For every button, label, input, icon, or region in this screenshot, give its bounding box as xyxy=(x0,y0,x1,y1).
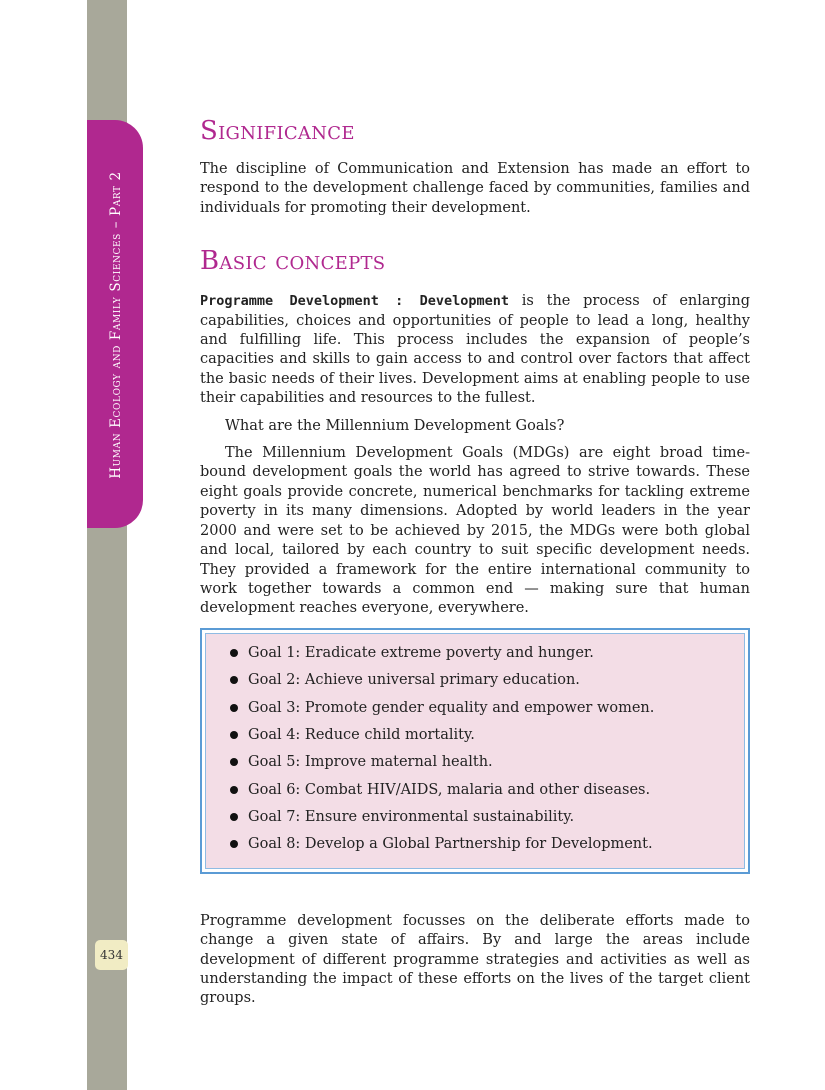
significance-paragraph: The discipline of Communication and Extension has made an effort to respond to the development challenge faced by communities, families and individuals for promoting their development. xyxy=(200,161,750,216)
definition-paragraph xyxy=(200,292,750,408)
bullet-icon xyxy=(230,840,238,848)
page-content xyxy=(200,110,750,1009)
mdg-paragraph: The Millennium Development Goals (MDGs) are eight broad time-bound development goals the world has agreed to strive towards. These eight goals provide concrete, numerical benchmarks for tackling extreme poverty in its many dimensions. Adopted by world leaders in the year 2000 and were set to be achieved by 2015, the MDGs were both global and local, tailored by each country to suit specific development needs. They provided a framework for the entire international community to work together towards a common end — making sure that human development reaches everyone, everywhere. xyxy=(200,445,750,617)
goal-item xyxy=(230,780,744,807)
bullet-icon xyxy=(230,649,238,657)
goal-text: Goal 5: Improve maternal health. xyxy=(248,754,493,771)
goals-box xyxy=(200,628,750,874)
closing-paragraph: Programme development focusses on the deliberate efforts made to change a given state of affairs. By and large the areas include development of different programme strategies and activities as well as understanding the impact of these efforts on the lives of the target client groups. xyxy=(200,912,750,1007)
definition-text: is the process of enlarging capabilities, choices and opportunities of people to lead a long, healthy and fulfilling life. This process includes the expansion of people’s capacities and skills to gain access to and control over factors that affect the basic needs of their lives. Development aims at enabling people to use their capabilities and resources to the fullest. xyxy=(200,293,750,407)
goal-text: Goal 8: Develop a Global Partnership for Development. xyxy=(248,836,653,853)
goal-text: Goal 1: Eradicate extreme poverty and hunger. xyxy=(248,644,594,661)
bullet-icon xyxy=(230,731,238,739)
bullet-icon xyxy=(230,758,238,766)
bullet-icon xyxy=(230,676,238,684)
goal-text: Goal 2: Achieve universal primary education. xyxy=(248,672,580,689)
significance-heading: Significance xyxy=(200,116,355,146)
goals-list xyxy=(205,633,745,869)
basic-concepts-heading: Basic concepts xyxy=(200,246,386,277)
bullet-icon xyxy=(230,786,238,794)
goal-text: Goal 3: Promote gender equality and empower women. xyxy=(248,699,655,716)
goal-text: Goal 7: Ensure environmental sustainability. xyxy=(248,809,575,826)
goal-item xyxy=(230,834,744,861)
running-title: Human Ecology and Family Sciences – Part 2 xyxy=(108,171,124,479)
goal-item xyxy=(230,698,744,725)
goal-item xyxy=(230,670,744,697)
bullet-icon xyxy=(230,813,238,821)
goal-text: Goal 6: Combat HIV/AIDS, malaria and other diseases. xyxy=(248,781,651,798)
goal-item xyxy=(230,752,744,779)
goal-item xyxy=(230,725,744,752)
goal-item xyxy=(230,807,744,834)
mdg-question: What are the Millennium Development Goals? xyxy=(225,417,565,434)
page-number: 434 xyxy=(95,940,128,970)
goal-text: Goal 4: Reduce child mortality. xyxy=(248,726,475,743)
goal-item xyxy=(230,643,744,670)
bullet-icon xyxy=(230,704,238,712)
definition-term: Programme Development : Development xyxy=(200,293,509,310)
